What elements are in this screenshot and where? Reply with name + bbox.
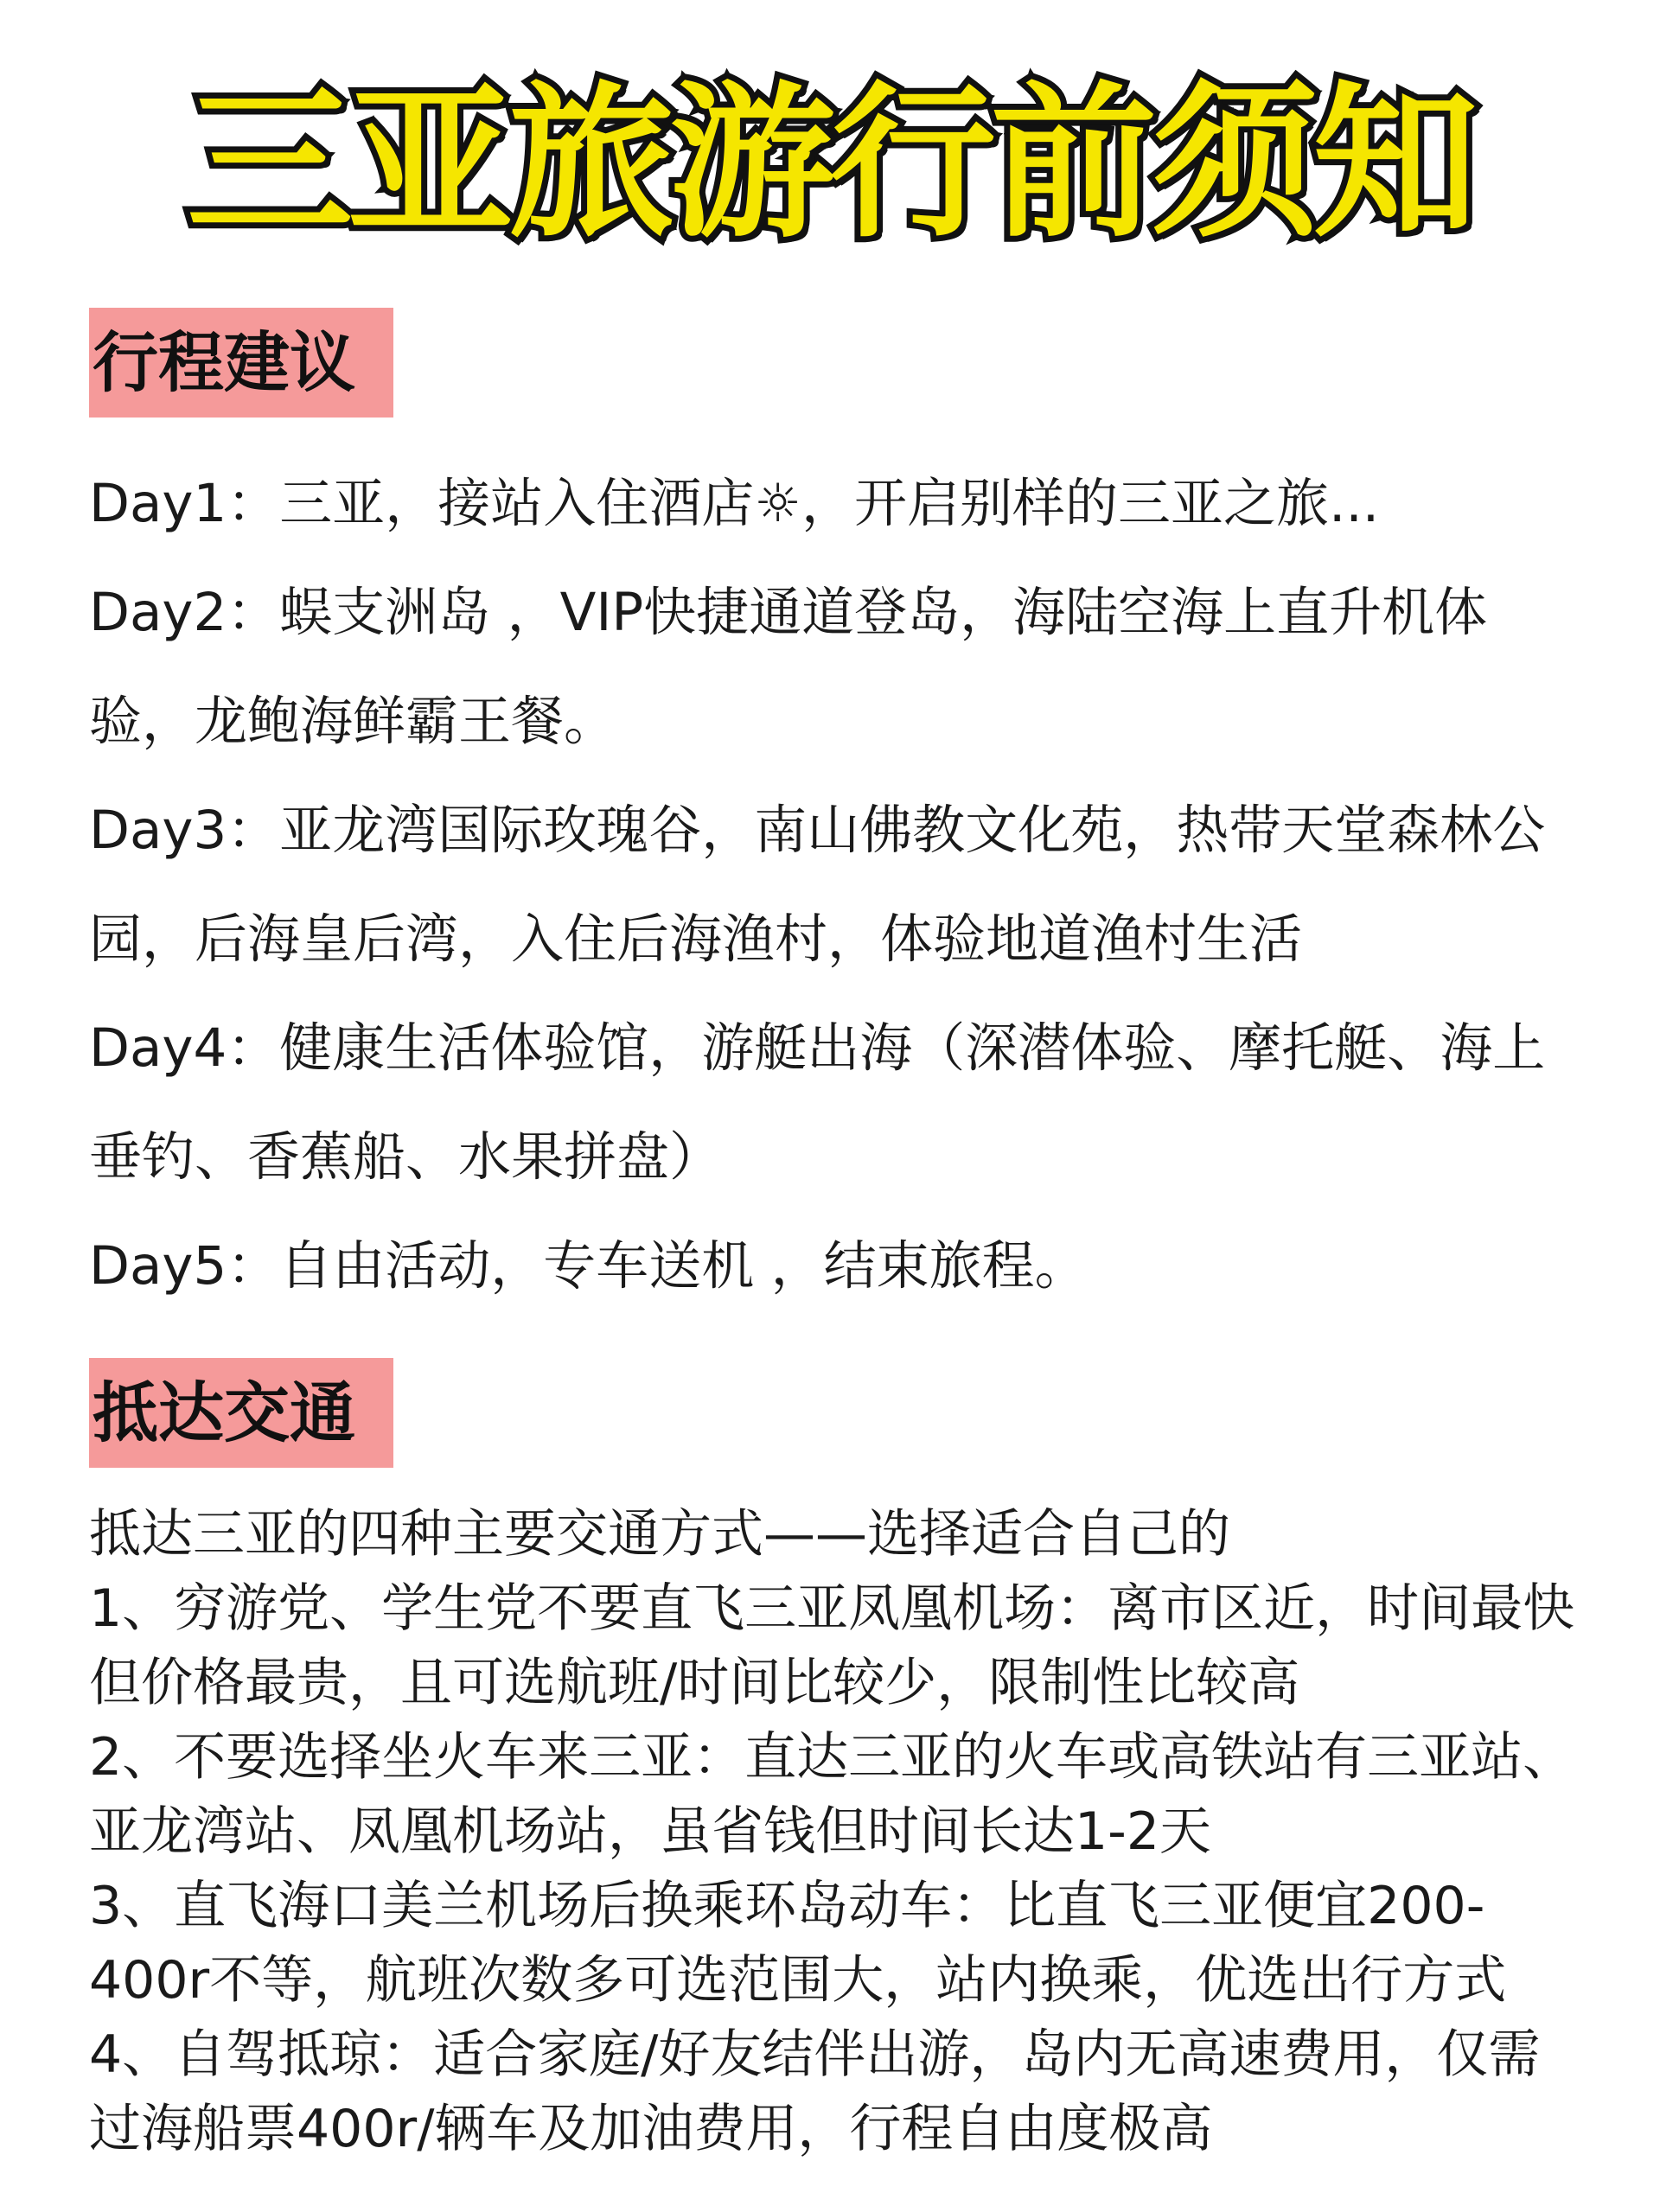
- itinerary-list: [89, 449, 1576, 1321]
- section-header-transport: 抵达交通: [89, 1358, 393, 1468]
- itinerary-day-3: [89, 776, 1576, 994]
- day-label: Day1：: [89, 473, 280, 534]
- itinerary-day-4: [89, 994, 1576, 1212]
- itinerary-day-2: [89, 558, 1576, 776]
- transport-intro: 抵达三亚的四种主要交通方式——选择适合自己的: [89, 1504, 1230, 1565]
- day-text: 健康生活体验馆，游艇出海（深潜体验、摩托艇、海上垂钓、香蕉船、水果拼盘）: [89, 1017, 1546, 1188]
- itinerary-day-5: [89, 1212, 1576, 1321]
- day-label: Day5：: [89, 1235, 280, 1297]
- day-label: Day2：: [89, 582, 280, 643]
- day-label: Day4：: [89, 1017, 280, 1079]
- day-text: 亚龙湾国际玫瑰谷，南山佛教文化苑，热带天堂森林公园，后海皇后湾，入住后海渔村，体验地道渔村生活: [89, 800, 1546, 970]
- day-text: 蜈支洲岛 ，VIP快捷通道登岛，海陆空海上直升机体验，龙鲍海鲜霸王餐。: [89, 582, 1488, 752]
- itinerary-day-1: [89, 449, 1576, 558]
- transport-list: [89, 1497, 1576, 2166]
- day-text: 三亚，接站入住酒店☼，开启别样的三亚之旅...: [279, 473, 1380, 534]
- day-label: Day3：: [89, 800, 280, 861]
- transport-item-4: 4、自驾抵琼：适合家庭/好友结伴出游，岛内无高速费用，仅需过海船票400r/辆车及加油费用，行程自由度极高: [89, 2024, 1541, 2159]
- section-header-itinerary: 行程建议: [89, 308, 393, 418]
- transport-item-3: 3、直飞海口美兰机场后换乘环岛动车：比直飞三亚便宜200-400r不等，航班次数多可选范围大，站内换乘，优选出行方式: [89, 1876, 1507, 2011]
- transport-item-2: 2、不要选择坐火车来三亚：直达三亚的火车或高铁站有三亚站、亚龙湾站、凤凰机场站，虽省钱但时间长达1-2天: [89, 1727, 1575, 1862]
- day-text: 自由活动，专车送机 ，结束旅程。: [279, 1235, 1088, 1297]
- transport-item-1: 1、穷游党、学生党不要直飞三亚凤凰机场：离市区近，时间最快但价格最贵，且可选航班/时间比较少，限制性比较高: [89, 1578, 1575, 1713]
- page-title: 三亚旅游行前须知: [187, 67, 1473, 260]
